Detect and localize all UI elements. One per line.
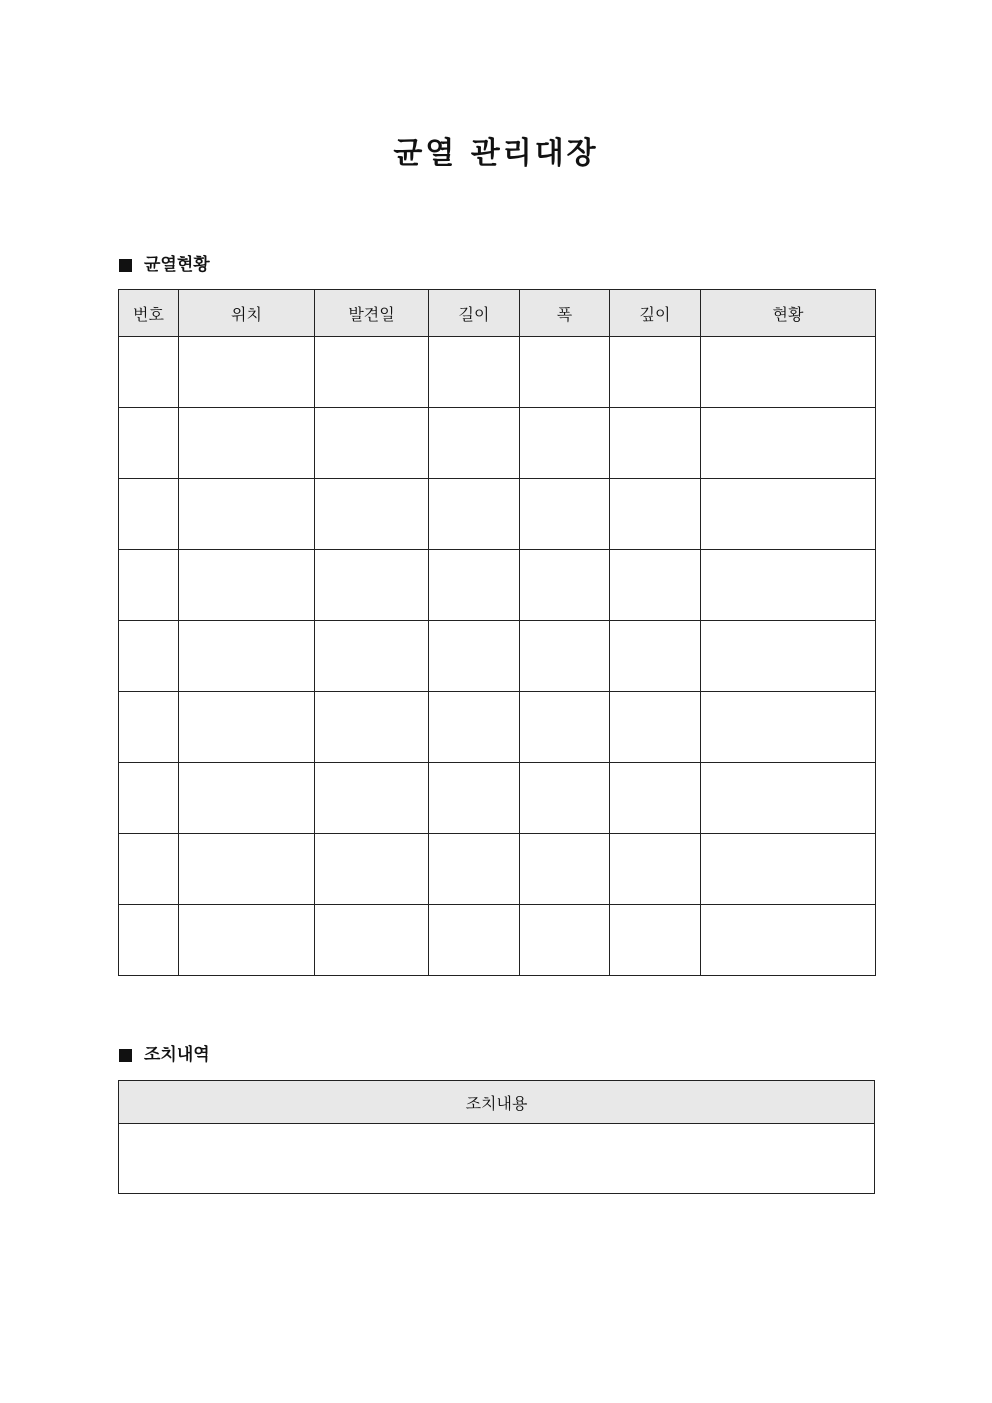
cell-width[interactable]: [520, 905, 610, 976]
crack-status-table: [118, 289, 876, 976]
cell-width[interactable]: [520, 692, 610, 763]
cell-number[interactable]: [119, 479, 179, 550]
column-header-width: 폭: [520, 290, 610, 337]
square-bullet-icon: [119, 259, 132, 272]
cell-length[interactable]: [429, 479, 520, 550]
cell-status[interactable]: [701, 905, 876, 976]
table-row: [119, 692, 876, 763]
table-row: [119, 408, 876, 479]
column-header-location: 위치: [179, 290, 315, 337]
column-header-found-date: 발견일: [315, 290, 429, 337]
section-heading-label: 조치내역: [144, 1045, 210, 1065]
square-bullet-icon: [119, 1049, 132, 1062]
cell-number[interactable]: [119, 905, 179, 976]
cell-length[interactable]: [429, 621, 520, 692]
cell-width[interactable]: [520, 763, 610, 834]
cell-location[interactable]: [179, 834, 315, 905]
section-heading-crack-status: [119, 254, 210, 276]
cell-depth[interactable]: [610, 834, 701, 905]
cell-number[interactable]: [119, 408, 179, 479]
cell-status[interactable]: [701, 550, 876, 621]
table-header-row: [119, 1081, 875, 1124]
cell-found-date[interactable]: [315, 763, 429, 834]
cell-length[interactable]: [429, 834, 520, 905]
cell-status[interactable]: [701, 692, 876, 763]
document-title: 균열 관리대장: [393, 136, 599, 171]
cell-found-date[interactable]: [315, 408, 429, 479]
cell-number[interactable]: [119, 337, 179, 408]
cell-number[interactable]: [119, 834, 179, 905]
action-content-cell[interactable]: [119, 1124, 875, 1194]
table-row: [119, 763, 876, 834]
cell-number[interactable]: [119, 763, 179, 834]
table-row: [119, 479, 876, 550]
cell-found-date[interactable]: [315, 550, 429, 621]
table-header-row: [119, 290, 876, 337]
cell-width[interactable]: [520, 479, 610, 550]
cell-length[interactable]: [429, 408, 520, 479]
cell-length[interactable]: [429, 763, 520, 834]
cell-number[interactable]: [119, 550, 179, 621]
cell-location[interactable]: [179, 337, 315, 408]
cell-depth[interactable]: [610, 479, 701, 550]
column-header-action-content: 조치내용: [119, 1081, 875, 1124]
cell-width[interactable]: [520, 550, 610, 621]
cell-location[interactable]: [179, 479, 315, 550]
cell-width[interactable]: [520, 408, 610, 479]
cell-location[interactable]: [179, 550, 315, 621]
cell-depth[interactable]: [610, 621, 701, 692]
cell-location[interactable]: [179, 408, 315, 479]
cell-found-date[interactable]: [315, 905, 429, 976]
table-row: [119, 550, 876, 621]
cell-width[interactable]: [520, 621, 610, 692]
cell-length[interactable]: [429, 550, 520, 621]
cell-status[interactable]: [701, 763, 876, 834]
cell-width[interactable]: [520, 337, 610, 408]
cell-depth[interactable]: [610, 337, 701, 408]
cell-status[interactable]: [701, 621, 876, 692]
table-row: [119, 1124, 875, 1194]
cell-length[interactable]: [429, 337, 520, 408]
section-heading-action-history: [119, 1044, 210, 1066]
cell-location[interactable]: [179, 621, 315, 692]
cell-depth[interactable]: [610, 692, 701, 763]
section-heading-label: 균열현황: [144, 255, 210, 275]
cell-found-date[interactable]: [315, 621, 429, 692]
table-row: [119, 337, 876, 408]
cell-number[interactable]: [119, 621, 179, 692]
cell-status[interactable]: [701, 834, 876, 905]
cell-width[interactable]: [520, 834, 610, 905]
table-row: [119, 621, 876, 692]
cell-found-date[interactable]: [315, 479, 429, 550]
cell-length[interactable]: [429, 692, 520, 763]
table-row: [119, 834, 876, 905]
column-header-status: 현황: [701, 290, 876, 337]
column-header-number: 번호: [119, 290, 179, 337]
cell-location[interactable]: [179, 905, 315, 976]
cell-length[interactable]: [429, 905, 520, 976]
cell-found-date[interactable]: [315, 337, 429, 408]
cell-status[interactable]: [701, 479, 876, 550]
cell-depth[interactable]: [610, 550, 701, 621]
cell-status[interactable]: [701, 408, 876, 479]
cell-found-date[interactable]: [315, 692, 429, 763]
column-header-length: 길이: [429, 290, 520, 337]
cell-depth[interactable]: [610, 408, 701, 479]
column-header-depth: 깊이: [610, 290, 701, 337]
cell-number[interactable]: [119, 692, 179, 763]
cell-status[interactable]: [701, 337, 876, 408]
cell-location[interactable]: [179, 763, 315, 834]
cell-found-date[interactable]: [315, 834, 429, 905]
action-history-table: [118, 1080, 875, 1194]
table-row: [119, 905, 876, 976]
cell-location[interactable]: [179, 692, 315, 763]
cell-depth[interactable]: [610, 763, 701, 834]
cell-depth[interactable]: [610, 905, 701, 976]
